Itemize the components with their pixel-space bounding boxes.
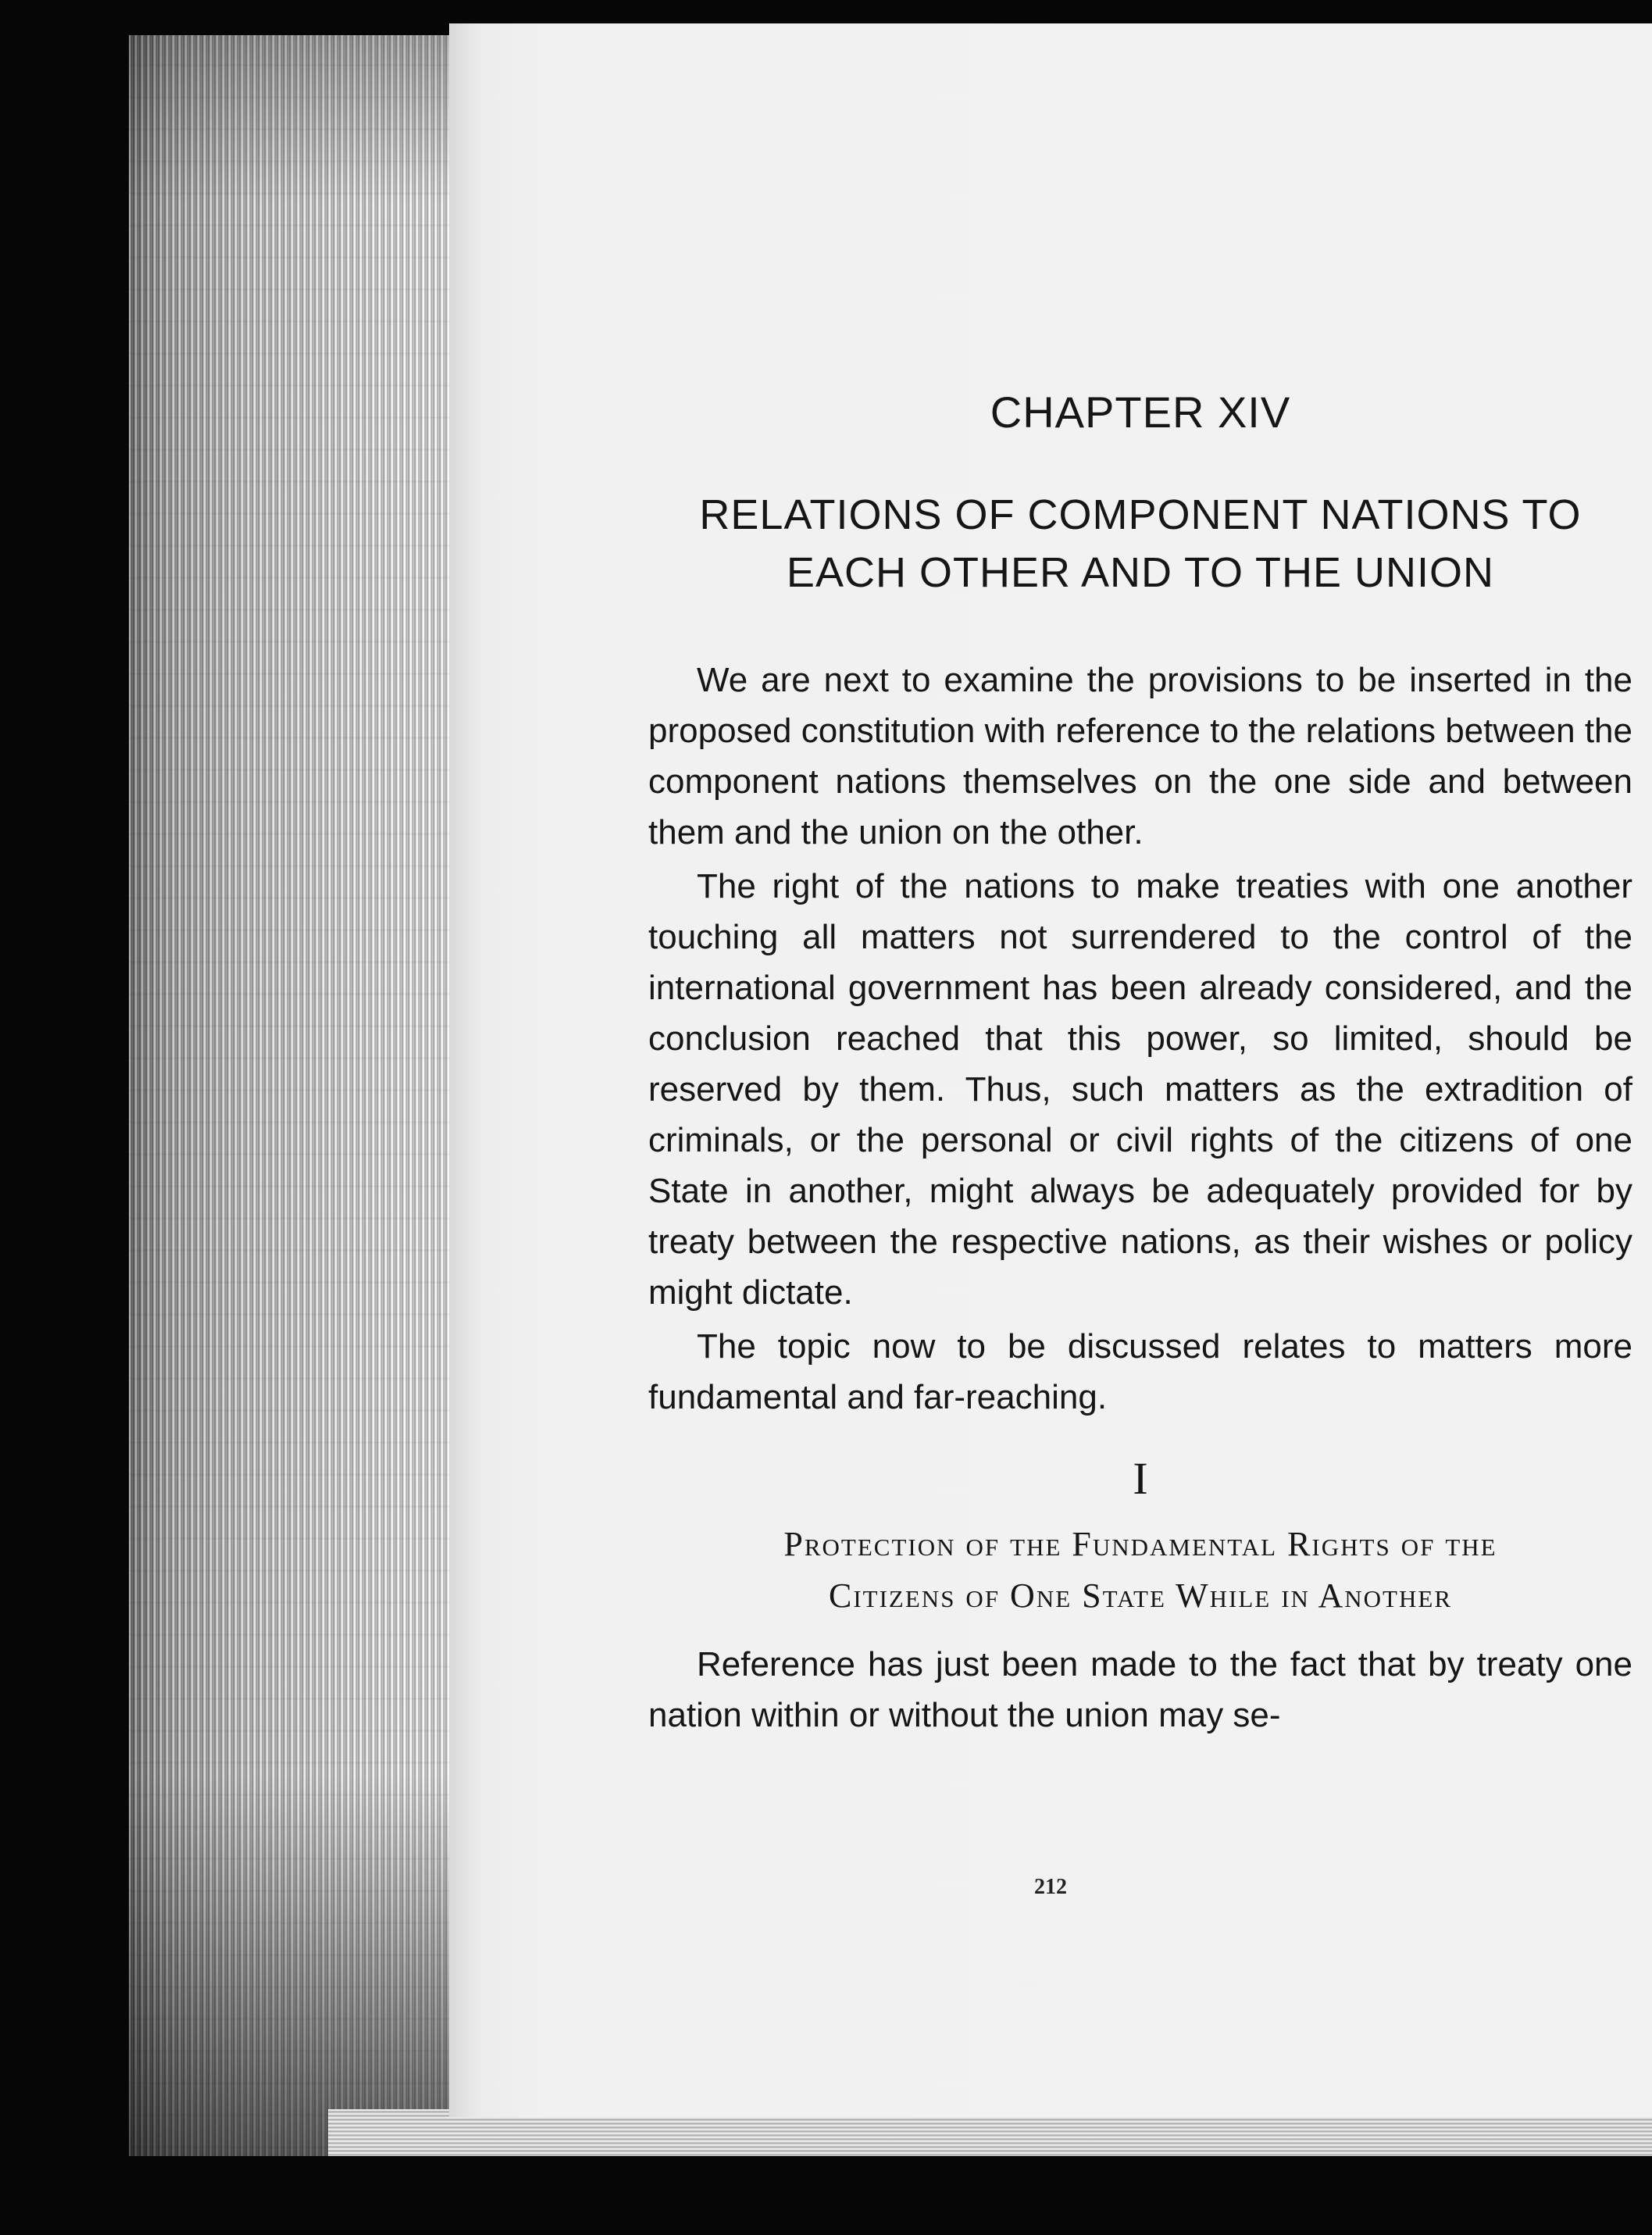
section-heading	[648, 1519, 1632, 1622]
body-paragraph-2: The right of the nations to make treaties with one another touching all matters not surrendered to the control of the international government has been already considered, and the conclusion reached that this power, so limited, should be reserved by them. Thus, such matters as the extradition of criminals, or the personal or civil rights of the citizens of one State in another, might always be adequately provided for by treaty between the respective nations, as their wishes or policy might dictate.	[648, 867, 1632, 1312]
book-page	[449, 23, 1652, 2117]
section-paragraph: Reference has just been made to the fact that by treaty one nation within or without the union may se-	[648, 1645, 1632, 1734]
body-paragraph-3: The topic now to be discussed relates to matters more fundamental and far-reaching.	[648, 1327, 1632, 1416]
section-number: I	[1133, 1453, 1148, 1504]
chapter-title-line-2: EACH OTHER AND TO THE UNION	[786, 549, 1495, 596]
page-number: 212	[1034, 1875, 1067, 1899]
text-column	[648, 387, 1632, 1744]
body-paragraph-1: We are next to examine the provisions to be inserted in the proposed constitution with reference to the relations between the component nations themselves on the one side and between them and the union on the other.	[648, 661, 1632, 852]
section-heading-line-1: Protection of the Fundamental Rights of the	[783, 1525, 1497, 1563]
page-edges-shading	[129, 35, 457, 2156]
chapter-title-line-1: RELATIONS OF COMPONENT NATIONS TO	[699, 491, 1582, 538]
chapter-label: CHAPTER XIV	[990, 387, 1291, 437]
section-heading-line-2: Citizens of One State While in Another	[829, 1576, 1452, 1615]
chapter-title	[648, 486, 1632, 602]
